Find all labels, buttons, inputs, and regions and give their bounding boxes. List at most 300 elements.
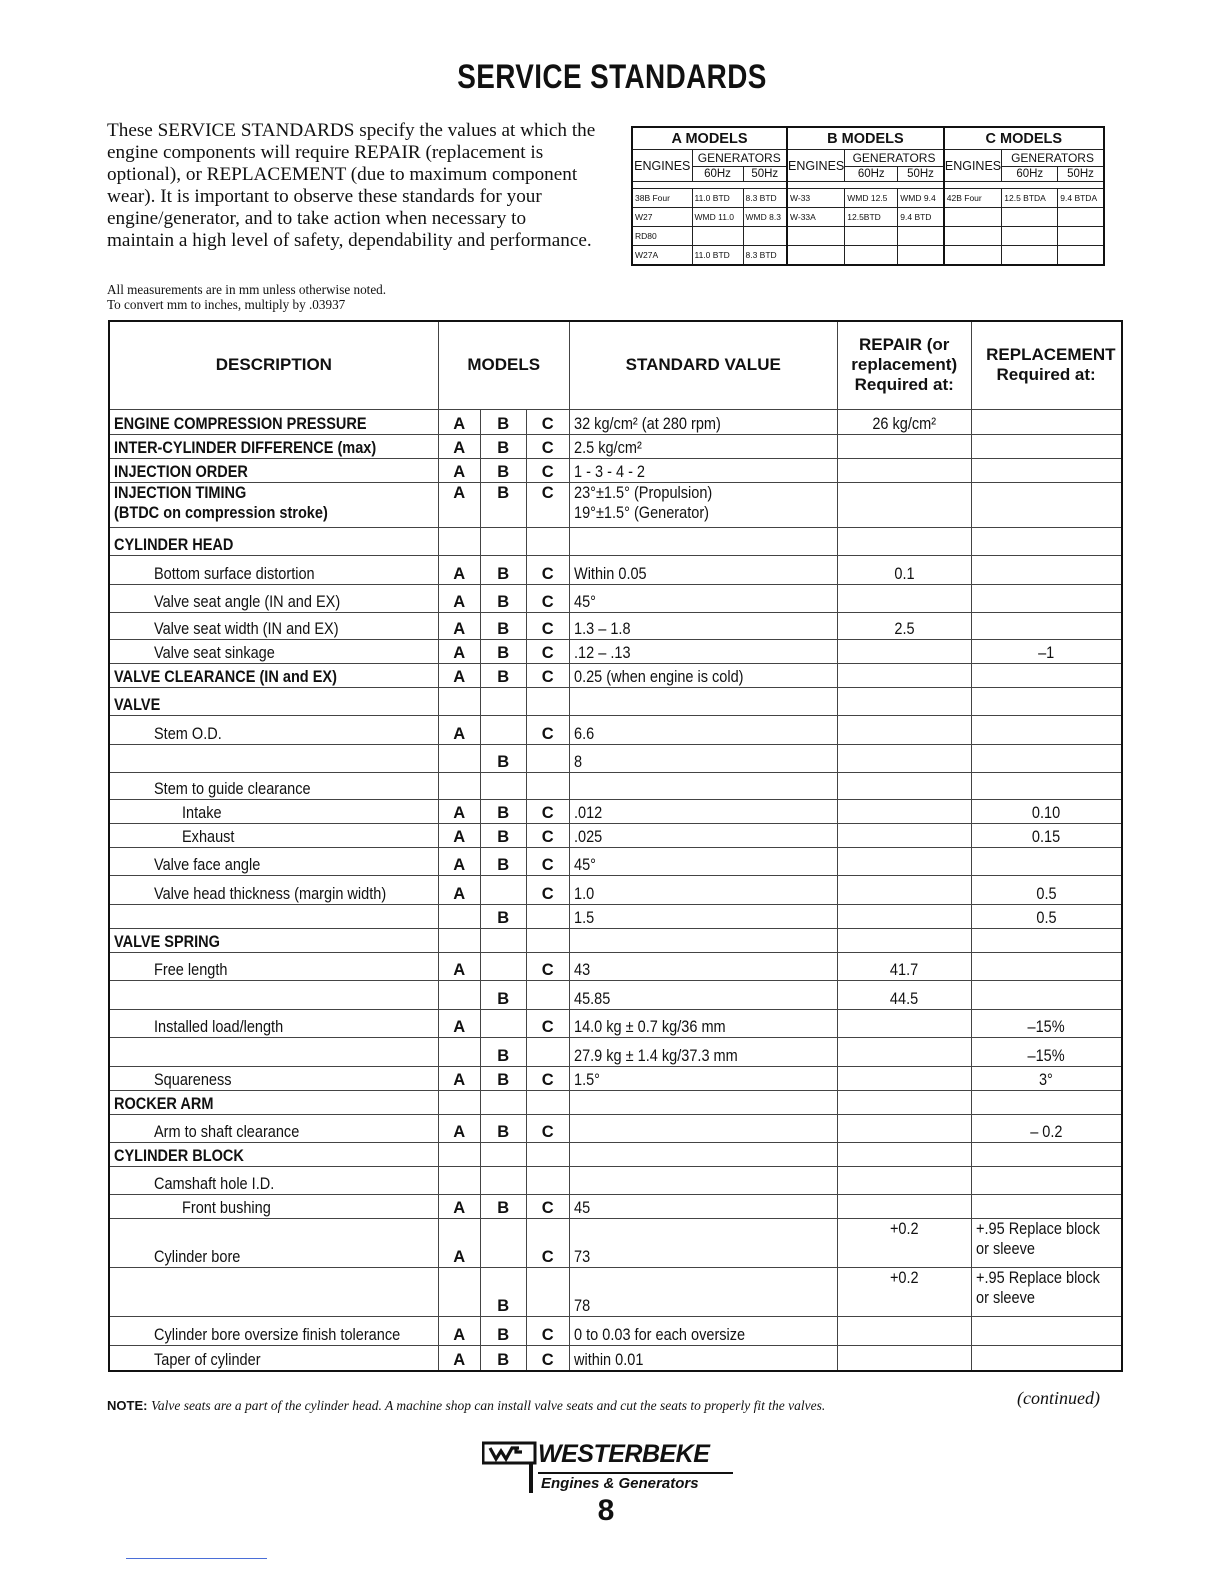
standard-value-text: 0 to 0.03 for each oversize [573, 1325, 745, 1344]
replacement-value-cell [971, 458, 1121, 482]
row-description-text: VALVE SPRING [114, 932, 220, 951]
standard-value-cell [569, 527, 837, 555]
repair-value-cell [837, 687, 971, 715]
footnote [107, 1398, 1007, 1414]
repair-value-cell [837, 434, 971, 458]
row-description-text: INTER-CYLINDER DIFFERENCE (max) [114, 438, 377, 457]
models-cell [692, 227, 743, 246]
table-row [109, 482, 1122, 527]
model-a-cell: A [438, 1218, 480, 1267]
row-description [109, 1218, 438, 1267]
logo-w-mark-shape [490, 1448, 522, 1459]
table-row [109, 744, 1122, 772]
models-row [632, 227, 1104, 246]
row-description-text: CYLINDER HEAD [114, 535, 234, 554]
row-description [109, 1316, 438, 1345]
repair-value-cell [837, 715, 971, 744]
row-description [109, 1142, 438, 1166]
row-description [109, 744, 438, 772]
model-b-cell: B [480, 1345, 526, 1371]
table-row [109, 823, 1122, 847]
generators-header-c: GENERATORS [1002, 150, 1104, 167]
model-a-cell [438, 980, 480, 1009]
models-cell: W-33A [787, 208, 845, 227]
replacement-value-cell [971, 1218, 1121, 1267]
models-cell [743, 227, 787, 246]
model-c-cell [526, 772, 569, 799]
model-b-cell: B [480, 744, 526, 772]
replacement-value-cell [971, 1316, 1121, 1345]
replacement-value-text: 0.10 [1031, 803, 1061, 822]
model-b-cell: B [480, 799, 526, 823]
engines-header-c: ENGINES [944, 150, 1002, 182]
model-b-cell: B [480, 612, 526, 639]
logo-underline-shape [538, 1472, 733, 1474]
replacement-value-cell [971, 875, 1121, 904]
model-c-cell: C [526, 612, 569, 639]
standard-value-cell [569, 482, 837, 527]
row-description-subtext: (BTDC on compression stroke) [114, 503, 328, 522]
replacement-value-cell [971, 555, 1121, 584]
replacement-value-cell [971, 639, 1121, 663]
standard-value-text: 0.25 (when engine is cold) [573, 667, 744, 686]
table-row [109, 799, 1122, 823]
model-b-cell [480, 715, 526, 744]
model-c-cell: C [526, 952, 569, 980]
repair-value-cell [837, 663, 971, 687]
row-description [109, 612, 438, 639]
bottom-rule [126, 1558, 267, 1559]
model-a-cell: A [438, 409, 480, 434]
row-description-text: Valve face angle [154, 855, 261, 874]
model-b-cell [480, 687, 526, 715]
model-b-cell: B [480, 823, 526, 847]
table-row [109, 612, 1122, 639]
model-c-cell: C [526, 1066, 569, 1090]
table-row [109, 1066, 1122, 1090]
models-cell: 8.3 BTD [743, 189, 787, 208]
model-a-cell [438, 904, 480, 928]
replacement-value-cell [971, 1267, 1121, 1316]
repair-value-cell [837, 875, 971, 904]
models-cell: 8.3 BTD [743, 246, 787, 266]
replacement-value-cell [971, 482, 1121, 527]
standard-value-text: 78 [573, 1296, 590, 1315]
row-description [109, 584, 438, 612]
model-a-cell: A [438, 1009, 480, 1037]
replacement-value-cell [971, 584, 1121, 612]
model-b-cell: B [480, 1267, 526, 1316]
row-description [109, 715, 438, 744]
repair-value-cell [837, 980, 971, 1009]
model-c-cell: C [526, 1345, 569, 1371]
replacement-value-text: –1 [1038, 643, 1055, 662]
replacement-value-text: 3° [1039, 1070, 1054, 1089]
row-description-text: Arm to shaft clearance [154, 1122, 300, 1141]
replacement-value-cell [971, 612, 1121, 639]
standard-value-cell [569, 1166, 837, 1194]
model-b-cell: B [480, 904, 526, 928]
model-b-cell: B [480, 1114, 526, 1142]
replacement-value-cell [971, 744, 1121, 772]
model-c-cell: C [526, 1009, 569, 1037]
repair-value-cell [837, 612, 971, 639]
repair-value-cell [837, 1037, 971, 1066]
brand-name: WESTERBEKE [538, 1440, 710, 1468]
page-number: 8 [597, 1494, 615, 1527]
table-row [109, 639, 1122, 663]
models-cell [787, 227, 845, 246]
row-description-text: ROCKER ARM [114, 1094, 214, 1113]
models-cell [898, 246, 944, 266]
replacement-value-text: +.95 Replace block [975, 1219, 1100, 1238]
model-c-cell [526, 1166, 569, 1194]
standard-value-text: .025 [573, 827, 602, 846]
standard-value-text: within 0.01 [573, 1351, 644, 1369]
replacement-value-cell [971, 687, 1121, 715]
replacement-value-subtext: or sleeve [975, 1239, 1035, 1258]
standard-value-cell [569, 663, 837, 687]
continued-label: (continued) [1017, 1388, 1100, 1408]
standard-value-cell [569, 1090, 837, 1114]
models-cell: 11.0 BTD [692, 189, 743, 208]
standard-value-text: 73 [573, 1247, 590, 1266]
standard-value-text: 43 [573, 960, 590, 979]
standard-value-text: 1.3 – 1.8 [573, 619, 631, 638]
model-c-cell: C [526, 639, 569, 663]
header-replacement [971, 321, 1121, 409]
model-c-cell: C [526, 584, 569, 612]
standard-value-cell [569, 1345, 837, 1371]
standard-value-cell [569, 715, 837, 744]
model-a-cell: A [438, 434, 480, 458]
table-row [109, 555, 1122, 584]
model-b-cell: B [480, 1316, 526, 1345]
standard-value-cell [569, 1142, 837, 1166]
models-row [632, 189, 1104, 208]
model-b-cell: B [480, 639, 526, 663]
row-description-text: Intake [182, 803, 222, 822]
models-cell: 11.0 BTD [692, 246, 743, 266]
repair-value-cell [837, 823, 971, 847]
row-description-text: Free length [154, 960, 228, 979]
replacement-value-cell [971, 823, 1121, 847]
row-description [109, 527, 438, 555]
row-description-text: Camshaft hole I.D. [154, 1174, 275, 1193]
repair-value-cell [837, 1267, 971, 1316]
row-description-text: VALVE [114, 695, 161, 714]
model-a-cell: A [438, 584, 480, 612]
model-b-cell: B [480, 555, 526, 584]
row-description [109, 1194, 438, 1218]
row-description-text: Stem to guide clearance [154, 779, 311, 798]
repair-value-cell [837, 409, 971, 434]
standard-value-cell [569, 1194, 837, 1218]
standard-value-text: 1.5 [573, 908, 594, 927]
standard-value-cell [569, 1218, 837, 1267]
replacement-value-cell [971, 527, 1121, 555]
models-cell: 9.4 BTD [898, 208, 944, 227]
standard-value-text: 45° [573, 855, 596, 874]
models-cell: W-33 [787, 189, 845, 208]
row-description-text: Valve seat sinkage [154, 643, 275, 662]
row-description [109, 687, 438, 715]
service-standards-body [109, 409, 1122, 1371]
row-description [109, 799, 438, 823]
model-c-cell: C [526, 799, 569, 823]
replacement-value-cell [971, 1037, 1121, 1066]
model-c-cell [526, 904, 569, 928]
standard-value-cell [569, 1316, 837, 1345]
row-description-text: Cylinder bore oversize finish tolerance [154, 1325, 401, 1344]
repair-value-cell [837, 1142, 971, 1166]
standard-value-text: 6.6 [573, 724, 594, 743]
model-c-cell: C [526, 1194, 569, 1218]
model-b-cell: B [480, 458, 526, 482]
row-description-text: Installed load/length [154, 1017, 284, 1036]
models-spacer-a [632, 182, 787, 189]
replacement-value-cell [971, 409, 1121, 434]
replacement-value-cell [971, 1166, 1121, 1194]
repair-value-text: +0.2 [889, 1219, 919, 1238]
hz-50-b: 50Hz [898, 167, 944, 182]
standard-value-cell [569, 1114, 837, 1142]
standard-value-text: 32 kg/cm² (at 280 rpm) [573, 414, 721, 433]
replacement-value-cell [971, 434, 1121, 458]
model-c-cell [526, 1142, 569, 1166]
replacement-value-text: +.95 Replace block [975, 1268, 1100, 1287]
models-cell: WMD 11.0 [692, 208, 743, 227]
model-a-cell: A [438, 458, 480, 482]
model-a-cell [438, 1166, 480, 1194]
replacement-value-cell [971, 772, 1121, 799]
standard-value-cell [569, 875, 837, 904]
replacement-value-cell [971, 1066, 1121, 1090]
models-cell [845, 227, 898, 246]
model-a-cell: A [438, 555, 480, 584]
table-row [109, 1316, 1122, 1345]
model-c-cell: C [526, 875, 569, 904]
standard-value-text: 45.85 [573, 989, 611, 1008]
models-cell [944, 227, 1002, 246]
standard-value-cell [569, 409, 837, 434]
models-cell: 38B Four [632, 189, 692, 208]
table-row [109, 980, 1122, 1009]
standard-value-cell [569, 434, 837, 458]
standard-value-cell [569, 928, 837, 952]
model-b-cell [480, 928, 526, 952]
table-row [109, 1218, 1122, 1267]
hz-60-b: 60Hz [845, 167, 898, 182]
generators-header-b: GENERATORS [845, 150, 944, 167]
model-c-cell: C [526, 1316, 569, 1345]
brand-tagline: Engines & Generators [541, 1475, 699, 1492]
row-description-text: Valve head thickness (margin width) [154, 884, 387, 903]
models-group-a: A MODELS [632, 127, 787, 150]
row-description-text: Cylinder bore [154, 1247, 241, 1266]
model-a-cell: A [438, 612, 480, 639]
model-b-cell [480, 952, 526, 980]
intro-paragraph: These SERVICE STANDARDS specify the values at which the engine components will require REPAIR (replacement is optional), or REPLACEMENT (due to maximum component wear). It is important to observe these standards for your engine/generator, and to take action when necessary to maintain a high level of safety, dependability and performance. [107, 120, 596, 251]
model-a-cell: A [438, 799, 480, 823]
standard-value-cell [569, 980, 837, 1009]
standard-value-cell [569, 799, 837, 823]
standard-value-cell [569, 612, 837, 639]
repair-value-text: 26 kg/cm² [872, 414, 937, 433]
repair-value-text: 2.5 [894, 619, 915, 638]
replacement-value-cell [971, 928, 1121, 952]
table-row [109, 1166, 1122, 1194]
standard-value-text: 1.5° [573, 1070, 600, 1089]
repair-value-text: +0.2 [889, 1268, 919, 1287]
model-c-cell [526, 980, 569, 1009]
row-description-text: Stem O.D. [154, 724, 222, 743]
model-c-cell: C [526, 434, 569, 458]
repair-value-cell [837, 584, 971, 612]
row-description [109, 904, 438, 928]
repair-value-cell [837, 1114, 971, 1142]
row-description [109, 434, 438, 458]
table-row [109, 1345, 1122, 1371]
repair-value-text: 0.1 [894, 564, 915, 583]
header-standard-value: STANDARD VALUE [569, 321, 837, 409]
standard-value-cell [569, 639, 837, 663]
model-a-cell: A [438, 875, 480, 904]
measurement-notes [107, 282, 607, 312]
row-description-text: VALVE CLEARANCE (IN and EX) [114, 667, 337, 686]
table-row [109, 527, 1122, 555]
model-a-cell [438, 527, 480, 555]
repair-value-cell [837, 799, 971, 823]
replacement-value-text: –15% [1027, 1017, 1065, 1036]
row-description-text: Exhaust [182, 827, 235, 846]
models-cell [1058, 208, 1104, 227]
model-c-cell [526, 687, 569, 715]
row-description-text: Valve seat angle (IN and EX) [154, 592, 341, 611]
model-a-cell: A [438, 663, 480, 687]
row-description-text: Taper of cylinder [154, 1351, 261, 1369]
header-replacement-text: REPLACEMENT Required at: [986, 345, 1116, 385]
generators-header-a: GENERATORS [692, 150, 787, 167]
standard-value-cell [569, 904, 837, 928]
standard-value-text: Within 0.05 [573, 564, 647, 583]
model-b-cell [480, 1009, 526, 1037]
replacement-value-cell [971, 1114, 1121, 1142]
row-description [109, 409, 438, 434]
table-row [109, 1114, 1122, 1142]
replacement-value-text: 0.15 [1031, 827, 1061, 846]
models-table [631, 126, 1105, 266]
table-row [109, 687, 1122, 715]
models-cell: 12.5BTD [845, 208, 898, 227]
replacement-value-cell [971, 847, 1121, 875]
model-c-cell [526, 744, 569, 772]
standard-value-text: .12 – .13 [573, 643, 631, 662]
models-table-body [632, 189, 1104, 266]
table-row [109, 875, 1122, 904]
row-description-text: Bottom surface distortion [154, 564, 315, 583]
repair-value-cell [837, 458, 971, 482]
models-spacer-c [944, 182, 1104, 189]
row-description-text: INJECTION ORDER [114, 462, 248, 481]
table-row [109, 1009, 1122, 1037]
models-cell: 42B Four [944, 189, 1002, 208]
repair-value-text: 44.5 [890, 989, 919, 1008]
model-b-cell: B [480, 663, 526, 687]
row-description [109, 1166, 438, 1194]
row-description [109, 663, 438, 687]
standard-value-text: 8 [573, 752, 582, 771]
row-description [109, 847, 438, 875]
models-cell: WMD 8.3 [743, 208, 787, 227]
model-a-cell: A [438, 482, 480, 527]
standard-value-text: 45 [573, 1198, 590, 1217]
standard-value-cell [569, 847, 837, 875]
model-c-cell: C [526, 1218, 569, 1267]
repair-value-cell [837, 1066, 971, 1090]
engines-header-a: ENGINES [632, 150, 692, 182]
replacement-value-cell [971, 1090, 1121, 1114]
models-cell [787, 246, 845, 266]
replacement-value-text: 0.5 [1036, 908, 1057, 927]
repair-value-cell [837, 555, 971, 584]
table-row [109, 409, 1122, 434]
row-description [109, 875, 438, 904]
model-a-cell [438, 1090, 480, 1114]
model-c-cell: C [526, 409, 569, 434]
models-cell [944, 208, 1002, 227]
table-row [109, 904, 1122, 928]
model-c-cell: C [526, 458, 569, 482]
standard-value-text: 14.0 kg ± 0.7 kg/36 mm [573, 1017, 726, 1036]
table-row [109, 434, 1122, 458]
table-row [109, 1194, 1122, 1218]
models-cell [1058, 227, 1104, 246]
model-b-cell: B [480, 1066, 526, 1090]
standard-value-cell [569, 458, 837, 482]
standard-value-subtext: 19°±1.5° (Generator) [573, 503, 709, 522]
header-models: MODELS [438, 321, 569, 409]
row-description-text: CYLINDER BLOCK [114, 1146, 244, 1165]
standard-value-text: 45° [573, 592, 596, 611]
model-b-cell: B [480, 1037, 526, 1066]
page-title: SERVICE STANDARDS [457, 58, 767, 96]
model-a-cell: A [438, 847, 480, 875]
model-a-cell: A [438, 1114, 480, 1142]
models-cell: WMD 9.4 [898, 189, 944, 208]
repair-value-cell [837, 527, 971, 555]
row-description [109, 1114, 438, 1142]
replacement-value-cell [971, 799, 1121, 823]
model-b-cell: B [480, 847, 526, 875]
repair-value-text: 41.7 [890, 960, 919, 979]
standard-value-cell [569, 952, 837, 980]
row-description [109, 458, 438, 482]
row-description [109, 639, 438, 663]
replacement-value-cell [971, 1345, 1121, 1371]
repair-value-cell [837, 744, 971, 772]
models-cell: 12.5 BTDA [1002, 189, 1058, 208]
row-description [109, 1267, 438, 1316]
models-cell: WMD 12.5 [845, 189, 898, 208]
model-a-cell [438, 772, 480, 799]
table-row [109, 663, 1122, 687]
header-repair [837, 321, 971, 409]
standard-value-cell [569, 1037, 837, 1066]
model-a-cell [438, 928, 480, 952]
row-description [109, 1066, 438, 1090]
logo-stem-shape [529, 1463, 533, 1493]
